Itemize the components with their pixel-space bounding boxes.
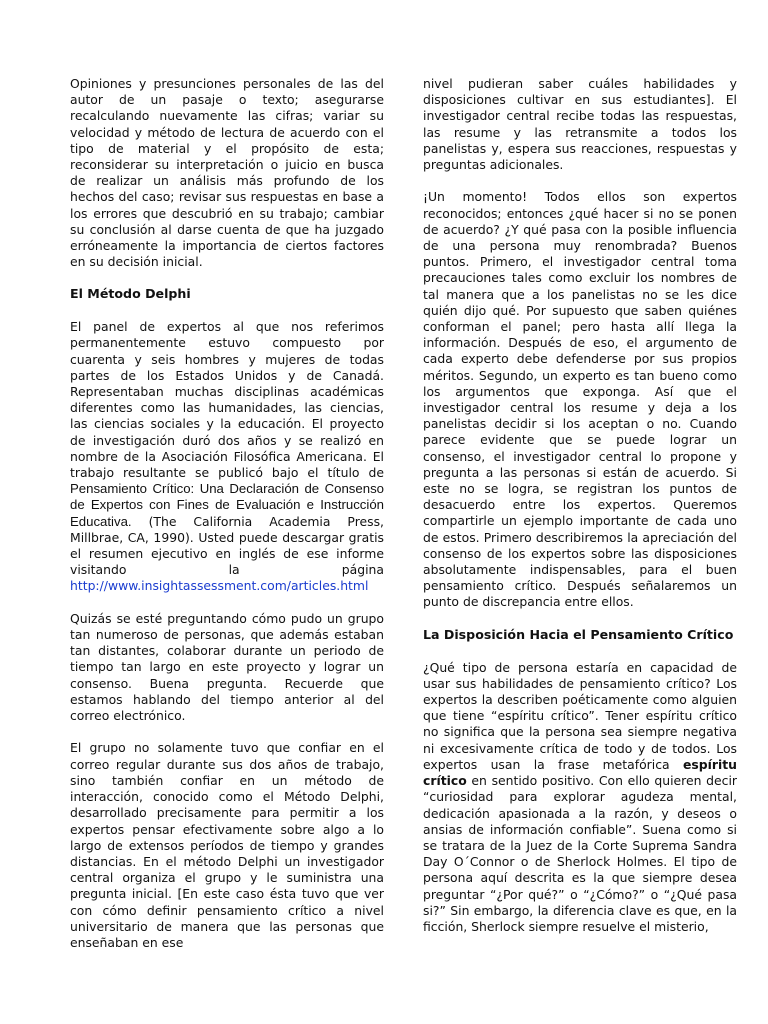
paragraph-que-tipo [423,660,737,935]
paragraph-quizas: Quizás se esté preguntando cómo pudo un grupo tan numeroso de personas, que además estaban tan distantes, colaborar durante un periodo de tiempo tan largo en este proyecto y lograr un consenso. Buena pregunta. Recuerde que estamos hablando del tiempo anterior al del correo electrónico. [70,610,384,724]
paragraph-que-tipo-text-b: en sentido positivo. Con ello quieren decir “curiosidad para explorar agudeza mental, dedicación apasionada a la razón, y deseos o ansias de información confiable”. Suena como si se tratara de la Juez de la Corte Suprema Sandra Day O´Connor o de Sherlock Holmes. El tipo de persona aquí descrita es la que siempre desea preguntar “¿Por qué?” o “¿Cómo?” o “¿Qué pasa si?” Sin embargo, la diferencia clave es que, en la ficción, Sherlock siempre resuelve el misterio, [423,773,737,934]
paragraph-nivel: nivel pudieran saber cuáles habilidades y disposiciones cultivar en sus estudiantes]. El investigador central recibe todas las respuestas, las resume y las retransmite a todos los panelistas y, espera sus reacciones, respuestas y preguntas adicionales. [423,76,737,173]
paragraph-que-tipo-text-a: ¿Qué tipo de persona estaría en capacidad de usar sus habilidades de pensamiento crítico? Los expertos la describen poéticamente como alguien que tiene “espíritu crítico”. Tener espíritu crítico no significa que la persona sea siempre negativa ni excesivamente crítica de todo y de todos. Los expertos usan la frase metafórica [423,659,737,772]
publication-title: Pensamiento Crítico: Una Declaración de Consenso de Expertos con Fines de Evaluación e Instrucción Educativa. [70,481,384,529]
paragraph-grupo: El grupo no solamente tuvo que confiar en el correo regular durante sus dos años de trabajo, sino también confiar en un método de interacción, conocido como el Método Delphi, desarrollado precisamente para permitir a los expertos pensar efectivamente sobre algo a lo largo de extensos períodos de tiempo y grandes distancias. En el método Delphi un investigador central organiza el grupo y le suministra una pregunta inicial. [En este caso ésta tuvo que ver con cómo definir pensamiento crítico a nivel universitario de manera que las personas que enseñaban en ese [70,740,384,950]
left-column [70,76,384,967]
paragraph-panel-text-a: El panel de expertos al que nos referimos permanentemente estuvo compuesto por cuarenta y seis hombres y mujeres de todas partes de los Estados Unidos y de Canadá. Representaban muchas disciplinas académicas diferentes como las humanidades, las ciencias, las ciencias sociales y la educación. El proyecto de investigación duró dos años y se realizó en nombre de la Asociación Filosófica Americana. El trabajo resultante se publicó bajo el título de [70,319,384,481]
paragraph-panel-text-b: (The California Academia Press, Millbrae, CA, 1990). Usted puede descargar gratis el resumen ejecutivo en inglés de ese informe visitando la página [70,513,384,578]
paragraph-panel-expertos [70,319,384,594]
right-column [423,76,737,951]
insightassessment-link[interactable]: http://www.insightassessment.com/articles.html [70,578,369,594]
bold-espiritu-critico: espíritu crítico [423,756,737,789]
section-heading-disposicion: La Disposición Hacia el Pensamiento Crítico [423,626,734,642]
paragraph-opiniones: Opiniones y presunciones personales de las del autor de un pasaje o texto; asegurarse recalculando nuevamente las cifras; variar su velocidad y método de lectura de acuerdo con el tipo de material y el propósito de esta; reconsiderar su interpretación o juicio en busca de realizar un análisis más profundo de los hechos del caso; revisar sus respuestas en base a los errores que descubrió en su trabajo; cambiar su conclusión al darse cuenta de que ha juzgado erróneamente la importancia de ciertos factores en su decisión inicial. [70,76,384,270]
paragraph-un-momento: ¡Un momento! Todos ellos son expertos reconocidos; entonces ¿qué hacer si no se ponen de acuerdo? ¿Y qué pasa con la posible influencia de una persona muy renombrada? Buenos puntos. Primero, el investigador central toma precauciones tales como excluir los nombres de tal manera que a los panelistas no se les dice quién dijo qué. Por supuesto que saben quiénes conforman el panel; pero hasta allí llega la información. Después de eso, el argumento de cada experto debe defenderse por sus propios méritos. Segundo, un experto es tan bueno como los argumentos que exponga. Así que el investigador central los resume y deja a los panelistas decidir si los aceptan o no. Cuando parece evidente que se puede lograr un consenso, el investigador central lo propone y pregunta a las personas si están de acuerdo. Si este no se logra, se registran los puntos de desacuerdo entre los expertos. Queremos compartirle un ejemplo importante de cada uno de estos. Primero describiremos la apreciación del consenso de los expertos sobre las disposiciones absolutamente indispensables, para el buen pensamiento crítico. Después señalaremos un punto de discrepancia entre ellos. [423,189,737,610]
section-heading-metodo-delphi: El Método Delphi [70,286,191,302]
